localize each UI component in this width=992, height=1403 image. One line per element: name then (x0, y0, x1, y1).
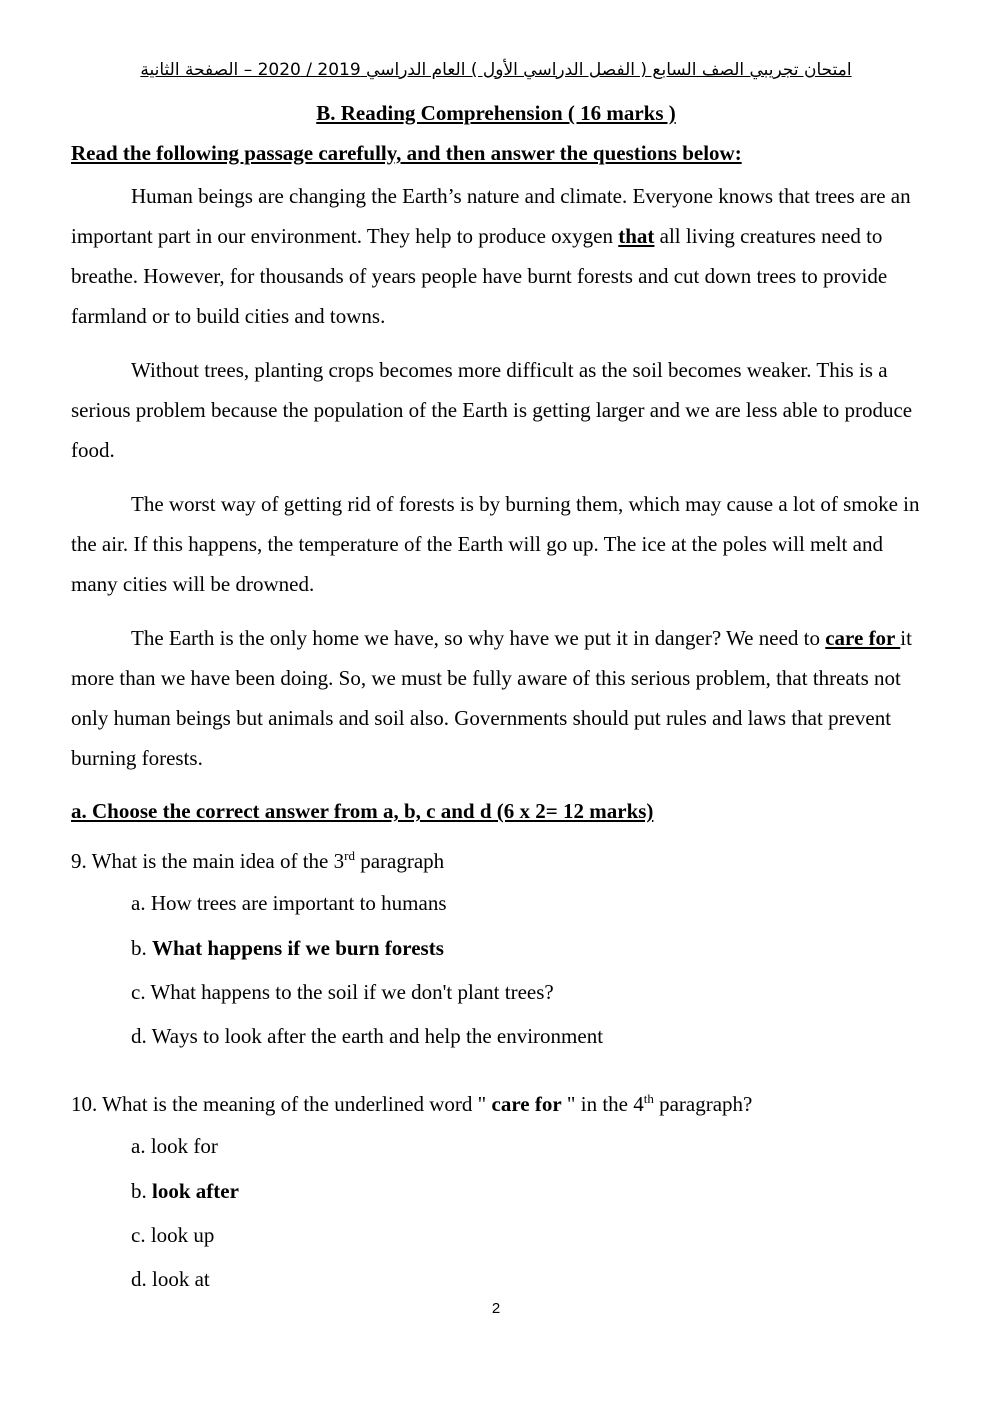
q10-option-b (131, 1179, 239, 1204)
option-text: How trees are important to humans (150, 891, 447, 915)
paragraph-text: it more than we have been doing. So, we must be fully aware of this serious problem, that threats not only human beings but animals and soil also. Governments should put rules and laws that prevent burning forests. (71, 626, 912, 770)
page-header: امتحان تجريبي الصف السابع ( الفصل الدراسي الأول ) العام الدراسي 2019 / 2020 – الصفحة الثانية (140, 60, 852, 80)
option-letter: b. (131, 1179, 152, 1203)
paragraph-text: The Earth is the only home we have, so why have we put it in danger? We need to (131, 626, 826, 650)
section-title: B. Reading Comprehension ( 16 marks ) (316, 101, 676, 125)
part-a-title: a. Choose the correct answer from a, b, c and d (6 x 2= 12 marks) (71, 799, 654, 823)
q10-option-a (131, 1134, 218, 1159)
option-text-selected: look after (152, 1179, 239, 1203)
superscript: rd (344, 848, 355, 863)
q9-option-d (131, 1024, 603, 1049)
question-text: 9. What is the main idea of the 3 (71, 849, 345, 873)
option-letter: c. (131, 1223, 151, 1247)
page-number: 2 (491, 1300, 501, 1317)
superscript: th (643, 1091, 654, 1106)
question-key-phrase: care for (491, 1092, 562, 1116)
question-text: 10. What is the meaning of the underlined word " (71, 1092, 492, 1116)
option-letter: c. (131, 980, 151, 1004)
paragraph-text: all living creatures need to breathe. However, for thousands of years people have burnt forests and cut down trees to provide farmland or to build cities and towns. (71, 224, 888, 328)
option-text: What happens to the soil if we don't plant trees? (150, 980, 554, 1004)
passage-paragraph-4 (71, 618, 927, 778)
option-text: look for (150, 1134, 218, 1158)
q10-option-c (131, 1223, 214, 1248)
option-letter: a. (131, 1134, 151, 1158)
question-10 (71, 1091, 752, 1117)
option-text: look at (152, 1267, 210, 1291)
option-text: Ways to look after the earth and help the environment (151, 1024, 604, 1048)
passage-instruction: Read the following passage carefully, and then answer the questions below: (71, 141, 742, 165)
option-text: look up (150, 1223, 215, 1247)
question-9 (71, 848, 444, 874)
passage-paragraph-2: Without trees, planting crops becomes more difficult as the soil becomes weaker. This is a serious problem because the population of the Earth is getting larger and we are less able to produce food. (71, 358, 913, 462)
option-letter: d. (131, 1267, 152, 1291)
q9-option-a (131, 891, 447, 916)
underlined-phrase-care-for: care for (825, 626, 901, 650)
option-letter: a. (131, 891, 151, 915)
paragraph-text: Human beings are changing the Earth’s nature and climate. Everyone knows that trees are an important part in our environment. They help to produce oxygen (71, 184, 911, 248)
option-letter: d. (131, 1024, 152, 1048)
passage-paragraph-1 (71, 176, 927, 336)
option-letter: b. (131, 936, 152, 960)
q10-option-d (131, 1267, 210, 1292)
question-text: " in the 4 (561, 1092, 644, 1116)
q9-option-b (131, 936, 444, 961)
q9-option-c (131, 980, 554, 1005)
option-text-selected: What happens if we burn forests (152, 936, 444, 960)
underlined-word-that: that (618, 224, 655, 248)
passage-paragraph-3: The worst way of getting rid of forests is by burning them, which may cause a lot of smoke in the air. If this happens, the temperature of the Earth will go up. The ice at the poles will melt and many cities will be drowned. (71, 492, 920, 596)
question-text: paragraph? (653, 1092, 753, 1116)
question-text: paragraph (354, 849, 445, 873)
